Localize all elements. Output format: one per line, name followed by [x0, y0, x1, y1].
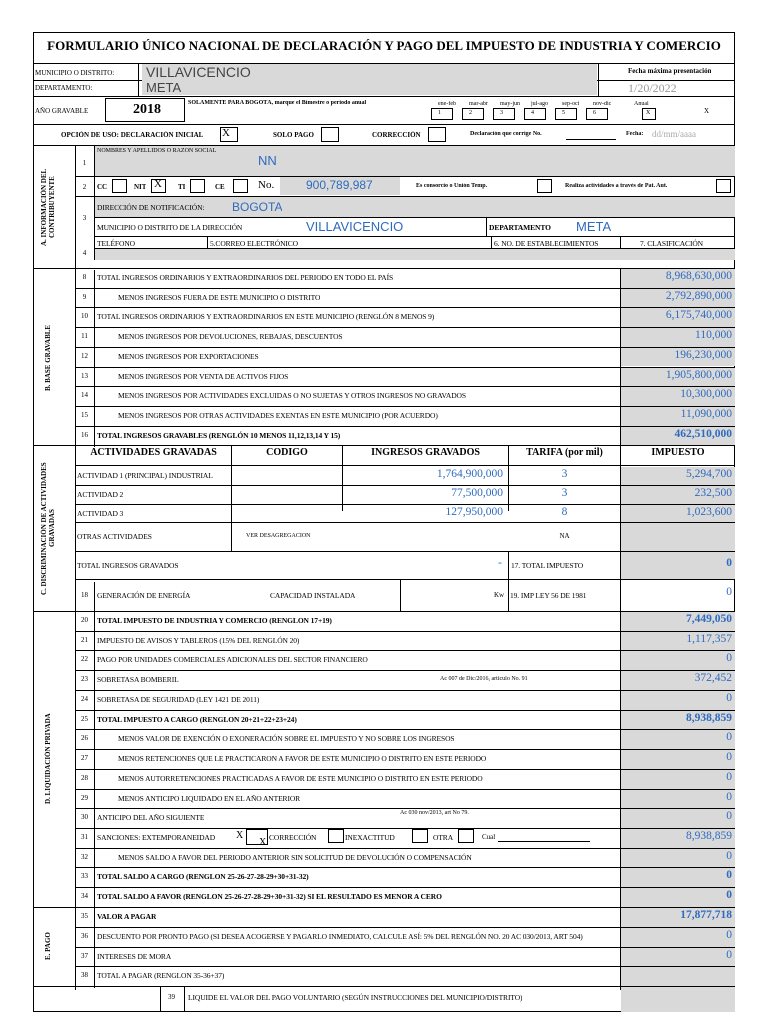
form-title: FORMULARIO ÚNICO NACIONAL DE DECLARACIÓN Y PAGO DEL IMPUESTO DE INDUSTRIA Y COMERCIO	[47, 38, 721, 53]
row-value[interactable]: 0	[726, 751, 732, 764]
col-codigo: CODIGO	[266, 447, 308, 458]
correccion-sancion-mark[interactable]: X	[259, 837, 267, 848]
row-label: MENOS INGRESOS POR VENTA DE ACTIVOS FIJOS	[118, 371, 289, 381]
row-number: 22	[81, 655, 88, 664]
correo-label: 5.CORREO ELECTRÓNICO	[210, 239, 299, 248]
cc-checkbox[interactable]	[112, 179, 127, 193]
row-number: 16	[81, 430, 88, 439]
otra-label: OTRA	[433, 833, 454, 842]
row-value[interactable]: 11,090,000	[680, 407, 732, 420]
activity-label: ACTIVIDAD 2	[77, 490, 124, 499]
total-impuesto-label: 17. TOTAL IMPUESTO	[511, 561, 584, 570]
inicial-checkbox[interactable]: X	[222, 127, 230, 139]
activity-impuesto[interactable]: 232,500	[694, 487, 732, 499]
row-label: VALOR A PAGAR	[97, 912, 157, 921]
row-value[interactable]: 8,968,630,000	[665, 270, 732, 282]
row-value[interactable]: 17,877,718	[680, 909, 732, 921]
row-number: 12	[81, 351, 88, 360]
row-label: TOTAL SALDO A CARGO (RENGLON 25-26-27-28-29+30+31-32)	[97, 872, 309, 882]
solo-pago-label: SOLO PAGO	[273, 131, 314, 139]
anio-label: AÑO GRAVABLE	[35, 107, 89, 115]
ti-label: TI	[178, 183, 186, 191]
departamento-label: DEPARTAMENTO:	[35, 84, 93, 92]
fecha-input[interactable]: dd/mm/aaaa	[652, 129, 696, 139]
ley56-value[interactable]: 0	[726, 586, 732, 598]
fecha-max-value[interactable]: 1/20/2022	[628, 81, 677, 95]
row-value[interactable]: 10,300,000	[680, 388, 732, 401]
nit-checkbox[interactable]: X	[154, 178, 162, 190]
bimestre-number: 2	[469, 110, 472, 116]
row-number: 23	[81, 675, 88, 684]
row-value[interactable]: 0	[726, 810, 732, 823]
cual-label: Cual	[482, 833, 496, 841]
row-label: MENOS INGRESOS FUERA DE ESTE MUNICIPIO O DISTRITO	[118, 292, 321, 302]
razon-social-value[interactable]: NN	[258, 153, 277, 168]
pat-aut-label: Realiza actividades a través de Pat. Aut.	[565, 183, 668, 189]
row-number: 29	[81, 793, 88, 802]
row-number: 20	[81, 616, 88, 624]
sancion-correccion-checkbox[interactable]	[328, 829, 344, 843]
otras-na: NA	[559, 532, 570, 540]
pago-voluntario-label: LIQUIDE EL VALOR DEL PAGO VOLUNTARIO (SEGÚN INSTRUCCIONES DEL MUNICIPIO/DISTRITO)	[188, 993, 523, 1002]
kw-label: Kw	[494, 591, 505, 599]
row-value[interactable]: 1,117,357	[686, 632, 732, 645]
bimestre-label: mar-abr	[469, 101, 488, 107]
bimestre-number: 5	[562, 110, 565, 116]
establecimientos-label: 6. NO. DE ESTABLECIMIENTOS	[494, 239, 599, 248]
row-value[interactable]: 6,175,740,000	[665, 309, 732, 322]
row-label: TOTAL A PAGAR (RENGLON 35-36+37)	[97, 971, 225, 981]
row-number: 33	[81, 872, 88, 881]
nov-mark[interactable]: X	[646, 110, 651, 116]
activity-ingresos[interactable]: 1,764,900,000	[436, 468, 503, 480]
row-value[interactable]: 0	[726, 790, 732, 803]
col-impuesto: IMPUESTO	[651, 447, 705, 458]
activity-label: ACTIVIDAD 3	[77, 509, 124, 518]
row-value[interactable]: 0	[726, 849, 732, 862]
direccion-label: DIRECCIÓN DE NOTIFICACIÓN:	[97, 203, 205, 212]
section-a-title: A. INFORMACIÓN DEL CONTRIBUYENTE	[40, 168, 56, 246]
total-impuesto-value[interactable]: 0	[726, 557, 732, 569]
bimestre-checkbox[interactable]	[586, 108, 608, 120]
row-label: TOTAL IMPUESTO DE INDUSTRIA Y COMERCIO (RENGLON 17+19)	[97, 616, 332, 625]
row-label: DESCUENTO POR PRONTO PAGO (SI DESEA ACOGERSE Y PAGARLO INMEDIATO, CALCULE ASÍ: 5% DEL RENGLÓN NO. 20 AC 030/2013, ART 504)	[97, 931, 583, 941]
section-c-title: C. DISCRIMINACIÓN DE ACTIVIDADES GRAVADAS	[40, 462, 56, 595]
row-number: 26	[81, 734, 88, 743]
row-value[interactable]: 372,452	[694, 672, 732, 685]
row-label: SANCIONES: EXTEMPORANEIDAD	[97, 833, 216, 843]
row-number: 10	[81, 312, 88, 321]
telefono-label: TELÉFONO	[97, 239, 135, 248]
clasificacion-label: 7. CLASIFICACIÓN	[640, 239, 703, 248]
row-value[interactable]: 0	[726, 691, 732, 704]
ce-checkbox[interactable]	[233, 179, 248, 193]
bimestre-label: sep-oct	[562, 101, 580, 107]
anual-mark[interactable]: X	[704, 107, 710, 115]
row-number: 28	[81, 773, 88, 782]
row-value[interactable]: 0	[726, 652, 732, 665]
bogota-note: SOLAMENTE PARA BOGOTÁ, marque el Bimestre o periodo anual	[188, 100, 367, 106]
row-label: TOTAL SALDO A FAVOR (RENGLON 25-26-27-28-29+30+31-32) SI EL RESULTADO ES MENOR A CERO	[97, 892, 442, 902]
activity-impuesto[interactable]: 1,023,600	[686, 506, 732, 518]
opcion-uso-label: OPCIÓN DE USO: DECLARACIÓN INICIAL	[61, 131, 204, 139]
municipio-dir-label: MUNICIPIO O DISTRITO DE LA DIRECCIÓN	[97, 223, 243, 232]
sancion-correccion-label: CORRECCIÓN	[269, 833, 317, 842]
activity-tarifa[interactable]: 3	[561, 468, 568, 480]
row-label: MENOS INGRESOS POR OTRAS ACTIVIDADES EXENTAS EN ESTE MUNICIPIO (POR ACUERDO)	[118, 410, 438, 420]
bimestre-label: may-jun	[500, 101, 520, 107]
bimestre-number: 3	[500, 110, 503, 116]
extemporaneidad-mark[interactable]: X	[236, 830, 244, 841]
row-label: SOBRETASA BOMBERIL	[97, 675, 179, 685]
row-label: PAGO POR UNIDADES COMERCIALES ADICIONALES DEL SECTOR FINANCIERO	[97, 655, 368, 665]
solo-pago-checkbox[interactable]	[321, 127, 339, 142]
row-label: MENOS SALDO A FAVOR DEL PERIODO ANTERIOR SIN SOLICITUD DE DEVOLUCIÓN O COMPENSACIÓN	[118, 852, 472, 862]
row-number: 11	[81, 332, 88, 341]
bimestre-checkbox[interactable]	[462, 108, 484, 120]
total-ingresos-gravados-label: TOTAL INGRESOS GRAVADOS	[77, 561, 179, 570]
nit-label: NIT	[134, 183, 147, 191]
departamento-dir-value[interactable]: META	[576, 219, 612, 234]
correccion-label: CORRECCIÓN	[372, 131, 421, 139]
ce-label: CE	[215, 183, 225, 191]
ver-desagregacion-link[interactable]: VER DESAGREGACIÓN	[246, 533, 311, 539]
razon-social-label: NOMBRES Y APELLIDOS O RAZÓN SOCIAL	[97, 148, 217, 154]
bimestre-label: nov-dic	[593, 101, 612, 107]
bimestre-number: 6	[593, 110, 596, 116]
row-value[interactable]: 0	[726, 731, 732, 744]
row-number: 9	[82, 292, 87, 301]
col-tarifa: TARIFA (por mil)	[526, 447, 603, 458]
fecha-max-label: Fecha máxima presentación	[628, 67, 712, 75]
row-number: 8	[82, 273, 87, 281]
correccion-checkbox[interactable]	[428, 127, 446, 142]
row-number: 15	[81, 410, 88, 419]
row-value[interactable]: 0	[726, 869, 732, 882]
row-value[interactable]: 8,938,859	[686, 711, 732, 724]
row-label: MENOS INGRESOS POR ACTIVIDADES EXCLUIDAS O NO SUJETAS Y OTROS INGRESOS NO GRAVADOS	[118, 391, 466, 401]
departamento-dir-label: DEPARTAMENTO	[489, 223, 551, 232]
row-value[interactable]: 8,938,859	[686, 830, 732, 843]
row-number: 38	[81, 971, 88, 980]
nit-number-value[interactable]: 900,789,987	[306, 178, 373, 192]
row-label: ANTICIPO DEL AÑO SIGUIENTE	[97, 813, 205, 823]
row-number: 30	[81, 813, 88, 822]
ley56-label: 19. IMP LEY 56 DE 1981	[510, 591, 587, 600]
row-value[interactable]: 7,449,050	[686, 613, 732, 625]
pat-aut-checkbox[interactable]	[716, 179, 731, 193]
row-number: 13	[81, 371, 88, 380]
activity-ingresos[interactable]: 77,500,000	[451, 487, 503, 499]
activity-label: ACTIVIDAD 1 (PRINCIPAL) INDUSTRIAL	[77, 471, 213, 480]
bimestre-label: ene-feb	[438, 101, 456, 107]
row-18-num: 18	[81, 591, 88, 599]
row-number: 31	[81, 833, 88, 842]
col-ingresos: INGRESOS GRAVADOS	[371, 447, 480, 458]
row-label: MENOS INGRESOS POR DEVOLUCIONES, REBAJAS, DESCUENTOS	[118, 332, 343, 342]
consorcio-checkbox[interactable]	[537, 179, 552, 193]
total-ingresos-gravados-value[interactable]: -	[498, 557, 502, 569]
row-label: IMPUESTO DE AVISOS Y TABLEROS (15% DEL RENGLÓN 20)	[97, 635, 300, 645]
row-value[interactable]: 0	[726, 948, 732, 961]
bimestre-checkbox[interactable]	[431, 108, 453, 120]
anticipo-note: Ac 030 nov/2013, art No 79.	[400, 810, 469, 816]
row-value[interactable]: 0	[726, 889, 732, 902]
row-label: MENOS RETENCIONES QUE LE PRACTICARON A FAVOR DE ESTE MUNICIPIO O DISTRITO EN ESTE PERIODO	[118, 754, 487, 764]
otras-actividades-label: OTRAS ACTIVIDADES	[77, 532, 152, 541]
row-number: 14	[81, 391, 88, 400]
row-number: 21	[81, 635, 88, 644]
row-number: 35	[81, 912, 88, 920]
section-e-title: E. PAGO	[44, 932, 52, 960]
row-number: 37	[81, 951, 88, 960]
otra-checkbox[interactable]	[458, 829, 474, 843]
row-label: TOTAL INGRESOS GRAVABLES (RENGLÓN 10 MENOS 11,12,13,14 Y 15)	[97, 430, 341, 440]
row-label: TOTAL IMPUESTO A CARGO (RENGLON 20+21+22+23+24)	[97, 714, 297, 724]
col-actividades: ACTIVIDADES GRAVADAS	[90, 447, 217, 458]
capacidad-label: CAPACIDAD INSTALADA	[270, 591, 356, 600]
row-label: INTERESES DE MORA	[97, 951, 172, 961]
bimestre-number: 1	[438, 110, 441, 116]
row-value[interactable]: 0	[726, 770, 732, 783]
row-number: 25	[81, 714, 88, 723]
fecha-label: Fecha:	[626, 131, 644, 137]
ti-checkbox[interactable]	[190, 179, 205, 193]
activity-tarifa[interactable]: 8	[561, 506, 568, 518]
row-label: MENOS INGRESOS POR EXPORTACIONES	[118, 351, 259, 361]
activity-tarifa[interactable]: 3	[561, 487, 568, 499]
activity-impuesto[interactable]: 5,294,700	[686, 468, 732, 480]
sobretasa-note: Ac 007 de Dic/2016, articulo No. 91	[440, 676, 528, 682]
declaracion-corrige-label: Declaración que corrige No.	[470, 131, 542, 137]
activity-ingresos[interactable]: 127,950,000	[445, 506, 503, 518]
row-number: 24	[81, 694, 88, 703]
row-value[interactable]: 0	[726, 928, 732, 941]
row-label: SOBRETASA DE SEGURIDAD (LEY 1421 DE 2011)	[97, 694, 260, 704]
cc-label: CC	[97, 183, 108, 191]
municipio-dir-value[interactable]: VILLAVICENCIO	[306, 219, 404, 234]
row-label: MENOS ANTICIPO LIQUIDADO EN EL AÑO ANTERIOR	[118, 793, 301, 803]
inexactitud-label: INEXACTITUD	[345, 833, 395, 842]
row-number: 34	[81, 892, 88, 901]
anio-value[interactable]: 2018	[133, 102, 161, 117]
row-39-num: 39	[168, 993, 175, 1001]
row-number: 32	[81, 852, 88, 861]
row-number: 27	[81, 754, 88, 763]
section-d-title: D. LIQUIDACIÓN PRIVADA	[44, 713, 52, 805]
direccion-value[interactable]: BOGOTA	[232, 200, 283, 214]
municipio-value[interactable]: VILLAVICENCIO	[142, 64, 597, 80]
row-number: 36	[81, 931, 88, 940]
row-value[interactable]: 1,905,800,000	[665, 368, 732, 381]
row-value[interactable]: 110,000	[695, 329, 732, 342]
row-label: MENOS AUTORRETENCIONES PRACTICADAS A FAVOR DE ESTE MUNICIPIO O DISTRITO EN ESTE PERIODO	[118, 773, 483, 783]
generacion-energia-label: GENERACIÓN DE ENERGÍA	[97, 591, 191, 600]
bimestre-number: 4	[531, 110, 534, 116]
anual-label: Anual	[634, 101, 649, 107]
departamento-value[interactable]: META	[142, 80, 597, 95]
bimestre-checkbox[interactable]	[555, 108, 577, 120]
municipio-label: MUNICIPIO O DISTRITO:	[35, 69, 115, 77]
row-value[interactable]: 2,792,890,000	[665, 289, 732, 302]
row-label: MENOS VALOR DE EXENCIÓN O EXONERACIÓN SOBRE EL IMPUESTO Y NO SOBRE LOS INGRESOS	[118, 734, 455, 744]
bimestre-checkbox[interactable]	[493, 108, 515, 120]
no-label: No.	[258, 179, 275, 191]
inexactitud-checkbox[interactable]	[412, 829, 428, 843]
row-value[interactable]: 462,510,000	[674, 427, 732, 440]
consorcio-label: Es consorcio o Unión Temp.	[416, 183, 488, 189]
row-label: TOTAL INGRESOS ORDINARIOS Y EXTRAORDINARIOS EN ESTE MUNICIPIO (RENGLÓN 8 MENOS 9)	[97, 312, 435, 322]
section-b-title: B. BASE GRAVABLE	[44, 324, 52, 392]
row-value[interactable]: 196,230,000	[674, 348, 732, 361]
row-label: TOTAL INGRESOS ORDINARIOS Y EXTRAORDINARIOS DEL PERIODO EN TODO EL PAÍS	[97, 273, 394, 282]
bimestre-label: jul-ago	[531, 101, 548, 107]
bimestre-checkbox[interactable]	[524, 108, 546, 120]
